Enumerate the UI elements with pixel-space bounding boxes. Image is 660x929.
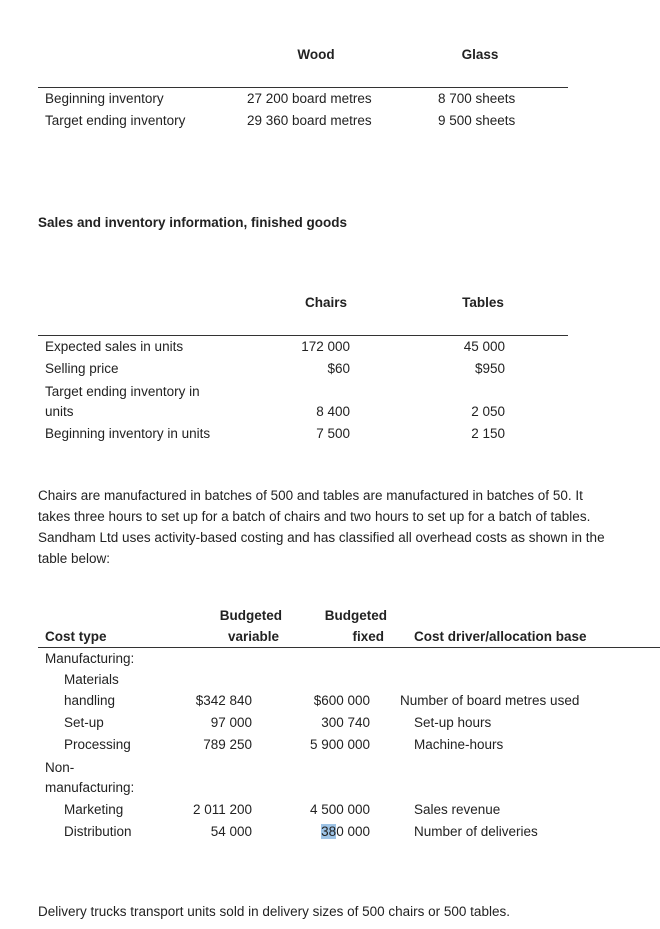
header-driver: Cost driver/allocation base [414,629,587,644]
tables-value: 45 000 [463,339,505,354]
tables-value: 2 050 [471,404,505,419]
table-rule [38,87,568,88]
fixed-value-rest: 0 000 [336,824,370,839]
driver-value: Number of deliveries [414,824,538,839]
header-fixed-line1: Budgeted [324,608,387,623]
row-label: Materials [64,672,119,687]
variable-value: 789 250 [203,737,252,752]
row-label: Selling price [45,361,119,376]
chairs-value: 7 500 [316,426,350,441]
row-label: Marketing [64,802,124,817]
tables-value: 2 150 [471,426,505,441]
row-label: Set-up [64,715,104,730]
paragraph-line: Sandham Ltd uses activity-based costing and has classified all overhead costs as shown in the [38,530,605,545]
row-label: handling [64,693,116,708]
driver-value: Number of board metres used [400,693,580,708]
row-label: Target ending inventory in [45,384,200,399]
header-variable-line2: variable [227,629,279,644]
category-nonmanufacturing: manufacturing: [45,780,135,795]
header-tables: Tables [462,295,504,310]
header-cost-type: Cost type [45,629,107,644]
category-manufacturing: Manufacturing: [45,651,135,666]
row-label: Distribution [64,824,132,839]
wood-value: 29 360 board metres [247,113,372,128]
paragraph-line: table below: [38,551,111,566]
variable-value: 54 000 [210,824,252,839]
header-fixed-line2: fixed [352,629,384,644]
driver-value: Machine-hours [414,737,504,752]
fixed-value: $600 000 [313,693,370,708]
header-chairs: Chairs [304,295,348,310]
chairs-value: $60 [327,361,350,376]
row-label: Beginning inventory in units [45,426,211,441]
footer-note: Delivery trucks transport units sold in delivery sizes of 500 chairs or 500 tables. [38,904,510,919]
driver-value: Set-up hours [414,715,492,730]
chairs-value: 172 000 [301,339,350,354]
fixed-value[interactable] [270,824,370,839]
table-rule [38,335,568,336]
chairs-value: 8 400 [316,404,350,419]
glass-value: 8 700 sheets [438,91,516,106]
header-wood: Wood [297,47,335,62]
tables-value: $950 [474,361,505,376]
paragraph-line: takes three hours to set up for a batch of chairs and two hours to set up for a batch of tables. [38,509,591,524]
paragraph-line: Chairs are manufactured in batches of 500 and tables are manufactured in batches of 50. It [38,488,583,503]
variable-value: 97 000 [210,715,252,730]
row-label: Expected sales in units [45,339,184,354]
row-label: Beginning inventory [45,91,164,106]
fixed-value: 300 740 [321,715,370,730]
category-nonmanufacturing: Non- [45,760,75,775]
row-label: units [45,404,74,419]
fixed-value: 5 900 000 [309,737,370,752]
table-rule [38,647,660,648]
variable-value: 2 011 200 [192,802,252,817]
wood-value: 27 200 board metres [247,91,372,106]
variable-value: $342 840 [195,693,252,708]
glass-value: 9 500 sheets [438,113,516,128]
header-glass: Glass [461,47,499,62]
section-heading: Sales and inventory information, finished goods [38,215,348,230]
text-selection-highlight[interactable]: 38 [321,824,337,839]
row-label: Processing [64,737,131,752]
driver-value: Sales revenue [414,802,501,817]
fixed-value: 4 500 000 [309,802,370,817]
row-label: Target ending inventory [45,113,186,128]
header-variable-line1: Budgeted [219,608,282,623]
